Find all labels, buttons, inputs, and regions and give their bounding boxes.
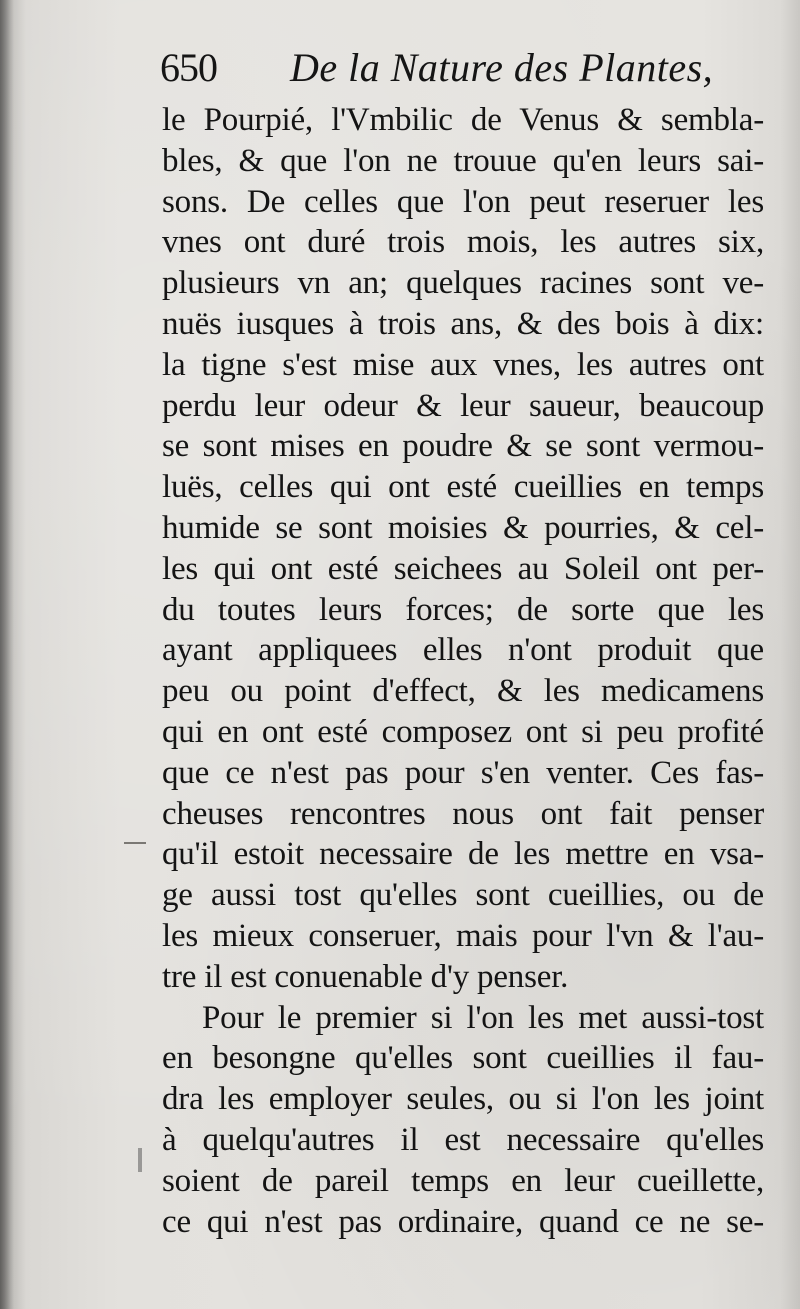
text-line: dra les employer seules, ou si l'on les joint (162, 1081, 764, 1118)
text-line: sons. De celles que l'on peut reseruer les (162, 183, 764, 220)
running-title: De la Nature des Plantes, (290, 45, 714, 90)
text-line: du toutes leurs forces; de sorte que les (162, 591, 764, 628)
text-line: vnes ont duré trois mois, les autres six, (162, 224, 764, 261)
text-line: le Pourpié, l'Vmbilic de Venus & sembla- (162, 102, 764, 138)
text-line: ge aussi tost qu'elles sont cueillies, ou de (162, 877, 764, 914)
page-header (160, 38, 760, 98)
text-body (162, 100, 764, 1242)
text-line: nuës iusques à trois ans, & des bois à dix: (162, 305, 764, 342)
page-number: 650 (160, 45, 217, 90)
margin-dash (124, 842, 146, 844)
text-line: plusieurs vn an; quelques racines sont ve- (162, 265, 764, 302)
paragraph-first-line: Pour le premier si l'on les met aussi-tost (202, 999, 764, 1036)
text-line: perdu leur odeur & leur saueur, beaucoup (162, 387, 764, 424)
text-line: peu ou point d'effect, & les medicamens (162, 673, 764, 710)
text-line: la tigne s'est mise aux vnes, les autres ont (162, 346, 764, 383)
text-line: à quelqu'autres il est necessaire qu'elles (162, 1121, 764, 1158)
paragraph-last-line: tre il est conuenable d'y penser. (162, 958, 569, 995)
text-line: les mieux conseruer, mais pour l'vn & l'au- (162, 917, 764, 954)
text-line: bles, & que l'on ne trouue qu'en leurs sai- (162, 142, 764, 179)
text-line: luës, celles qui ont esté cueillies en temps (162, 469, 764, 506)
text-line: ce qui n'est pas ordinaire, quand ce ne se- (162, 1203, 764, 1240)
text-line: se sont mises en poudre & se sont vermou- (162, 428, 764, 465)
gutter-shadow (0, 0, 14, 1309)
text-line: les qui ont esté seichees au Soleil ont per- (162, 550, 764, 587)
text-line: que ce n'est pas pour s'en venter. Ces fas- (162, 754, 764, 791)
text-line: cheuses rencontres nous ont fait penser (162, 795, 764, 832)
text-line: qui en ont esté composez ont si peu profité (162, 713, 764, 750)
text-line: soient de pareil temps en leur cueillette, (162, 1162, 764, 1199)
text-line: qu'il estoit necessaire de les mettre en vsa- (162, 836, 764, 873)
margin-mark (138, 1148, 142, 1172)
text-line: ayant appliquees elles n'ont produit que (162, 632, 764, 669)
text-line: humide se sont moisies & pourries, & cel- (162, 509, 764, 546)
text-line: en besongne qu'elles sont cueillies il fau- (162, 1040, 764, 1077)
